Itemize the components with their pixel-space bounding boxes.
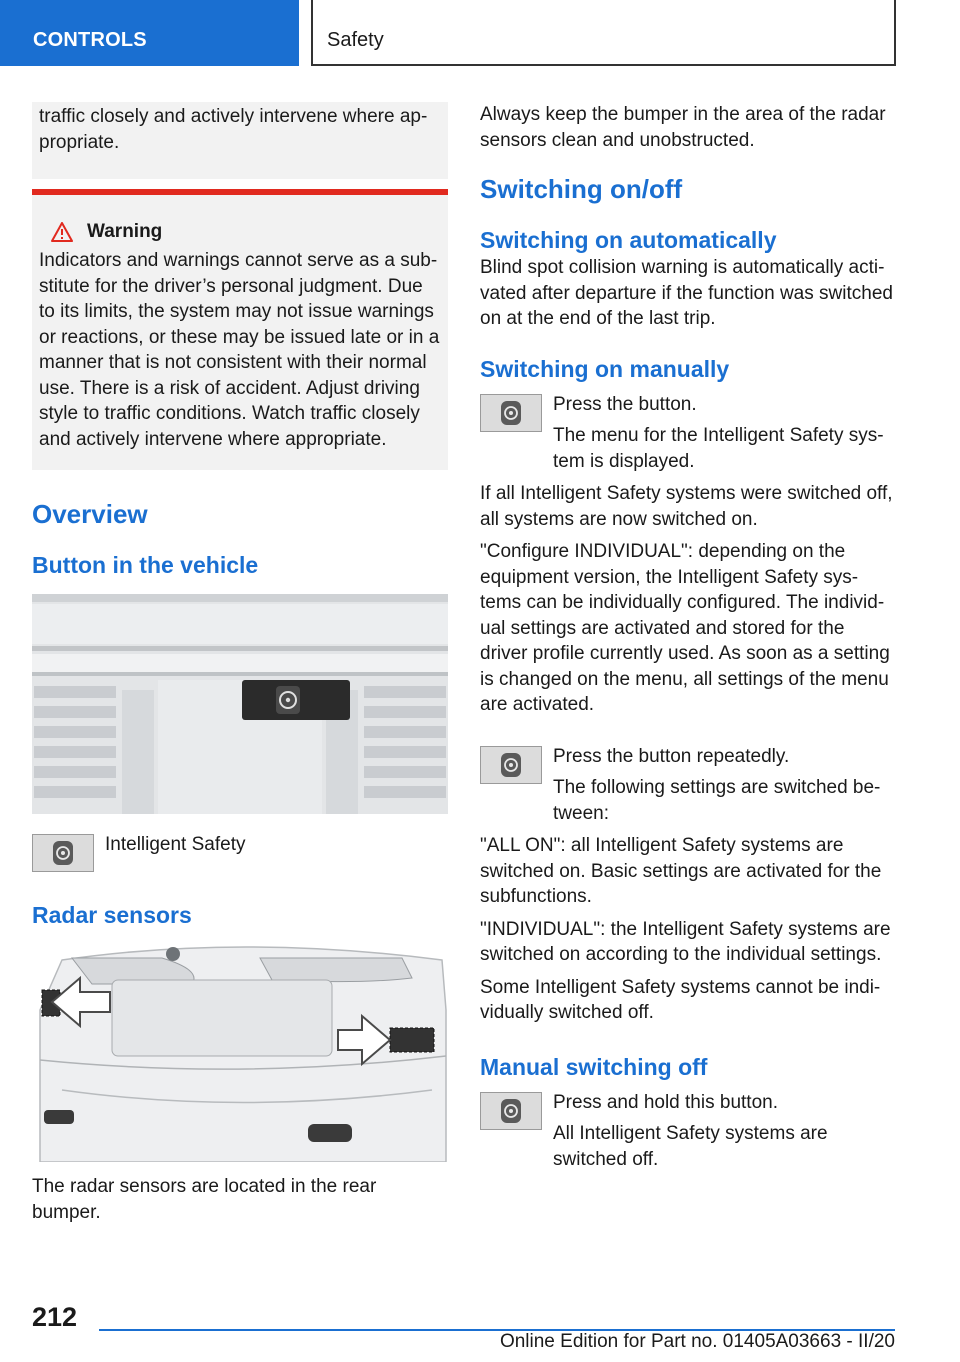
page-number: 212 [32, 1302, 78, 1332]
manual-off-heading: Manual switching off [480, 1053, 708, 1080]
chapter-title: Safety [311, 0, 896, 66]
bumper-intro: Always keep the bumper in the area of the radar sensors clean and unobstructed. [480, 104, 886, 151]
radar-heading: Radar sensors [32, 902, 192, 928]
intelligent-safety-button-image [32, 834, 94, 872]
intelligent-safety-icon [500, 1098, 522, 1124]
section-tab: CONTROLS [0, 0, 299, 66]
manual-on-instruction: Press the button. [553, 393, 697, 415]
button-caption: Intelligent Safety [105, 834, 246, 855]
auto-heading: Switching on automatically [480, 227, 777, 253]
note-text: traffic closely and actively intervene where ap‐ propriate. [39, 106, 428, 153]
manual-off-detail: All Intelligent Safety systems are switched off. [553, 1123, 828, 1170]
manual-repeat-instruction: Press the button repeatedly. [553, 745, 790, 767]
manual-repeat-step [480, 744, 896, 827]
manual-on-button-image [480, 394, 542, 432]
intelligent-safety-icon [52, 840, 74, 866]
rear-bumper-photo [32, 940, 448, 1162]
manual-off-instruction: Press and hold this button. [553, 1091, 778, 1113]
button-legend-row [32, 832, 448, 880]
switching-heading: Switching on/off [480, 174, 683, 204]
manual-on-heading: Switching on manually [480, 355, 730, 382]
button-heading: Button in the vehicle [32, 552, 259, 578]
manual-repeat-detail: The following settings are switched be‐ tween: [553, 777, 881, 824]
manual-on-paragraph-5: Some Intelligent Safety systems cannot be indi‐ vidually switched off. [480, 976, 881, 1023]
overview-heading: Overview [32, 499, 148, 529]
warning-title-row [39, 221, 441, 243]
manual-off-button-image [480, 1092, 542, 1130]
warning-text: Indicators and warnings cannot serve as a sub‐ stitute for the driver’s personal judgment. Due to its limits, the system may not issue warnings or reactions, or these may be issued late or in a manner that is not consistent with their normal use. There is a risk of accident. Adjust driving style to traffic conditions. Watch traffic closely and actively intervene where appropriate. [39, 250, 440, 450]
footer-edition: Online Edition for Part no. 01405A03663 - II/20 [499, 1331, 895, 1352]
manual-off-step [480, 1090, 896, 1173]
note-box [32, 102, 448, 179]
right-column [480, 102, 896, 1172]
warning-triangle-icon [51, 222, 73, 242]
warning-box [32, 189, 448, 470]
manual-on-step [480, 392, 896, 475]
radar-caption: The radar sensors are located in the rear bumper. [32, 1176, 377, 1223]
warning-title: Warning [87, 221, 163, 242]
dashboard-button-photo [32, 594, 448, 814]
manual-on-paragraph-3: "ALL ON": all Intelligent Safety systems are switched on. Basic settings are activated for the subfunctions. [480, 835, 882, 907]
auto-text: Blind spot collision warning is automatically acti‐ vated after departure if the function was switched on at the end of the last trip. [480, 257, 893, 329]
manual-on-detail: The menu for the Intelligent Safety sys‐ tem is displayed. [553, 425, 884, 472]
intelligent-safety-icon [500, 400, 522, 426]
left-column [32, 102, 448, 1225]
manual-on-paragraph-4: "INDIVIDUAL": the Intelligent Safety systems are switched on according to the individual settings. [480, 918, 891, 965]
manual-on-paragraph-2: "Configure INDIVIDUAL": depending on the equipment version, the Intelligent Safety sys‐ tems can be individually configured. The individ‐ ual settings are activated and stored for the driver profile currently used. As soon as a setting is changed on the menu, all settings of the menu are activated. [480, 541, 890, 715]
manual-repeat-button-image [480, 746, 542, 784]
intelligent-safety-icon [500, 752, 522, 778]
manual-on-paragraph-1: If all Intelligent Safety systems were switched off, all systems are now switched on. [480, 483, 893, 530]
